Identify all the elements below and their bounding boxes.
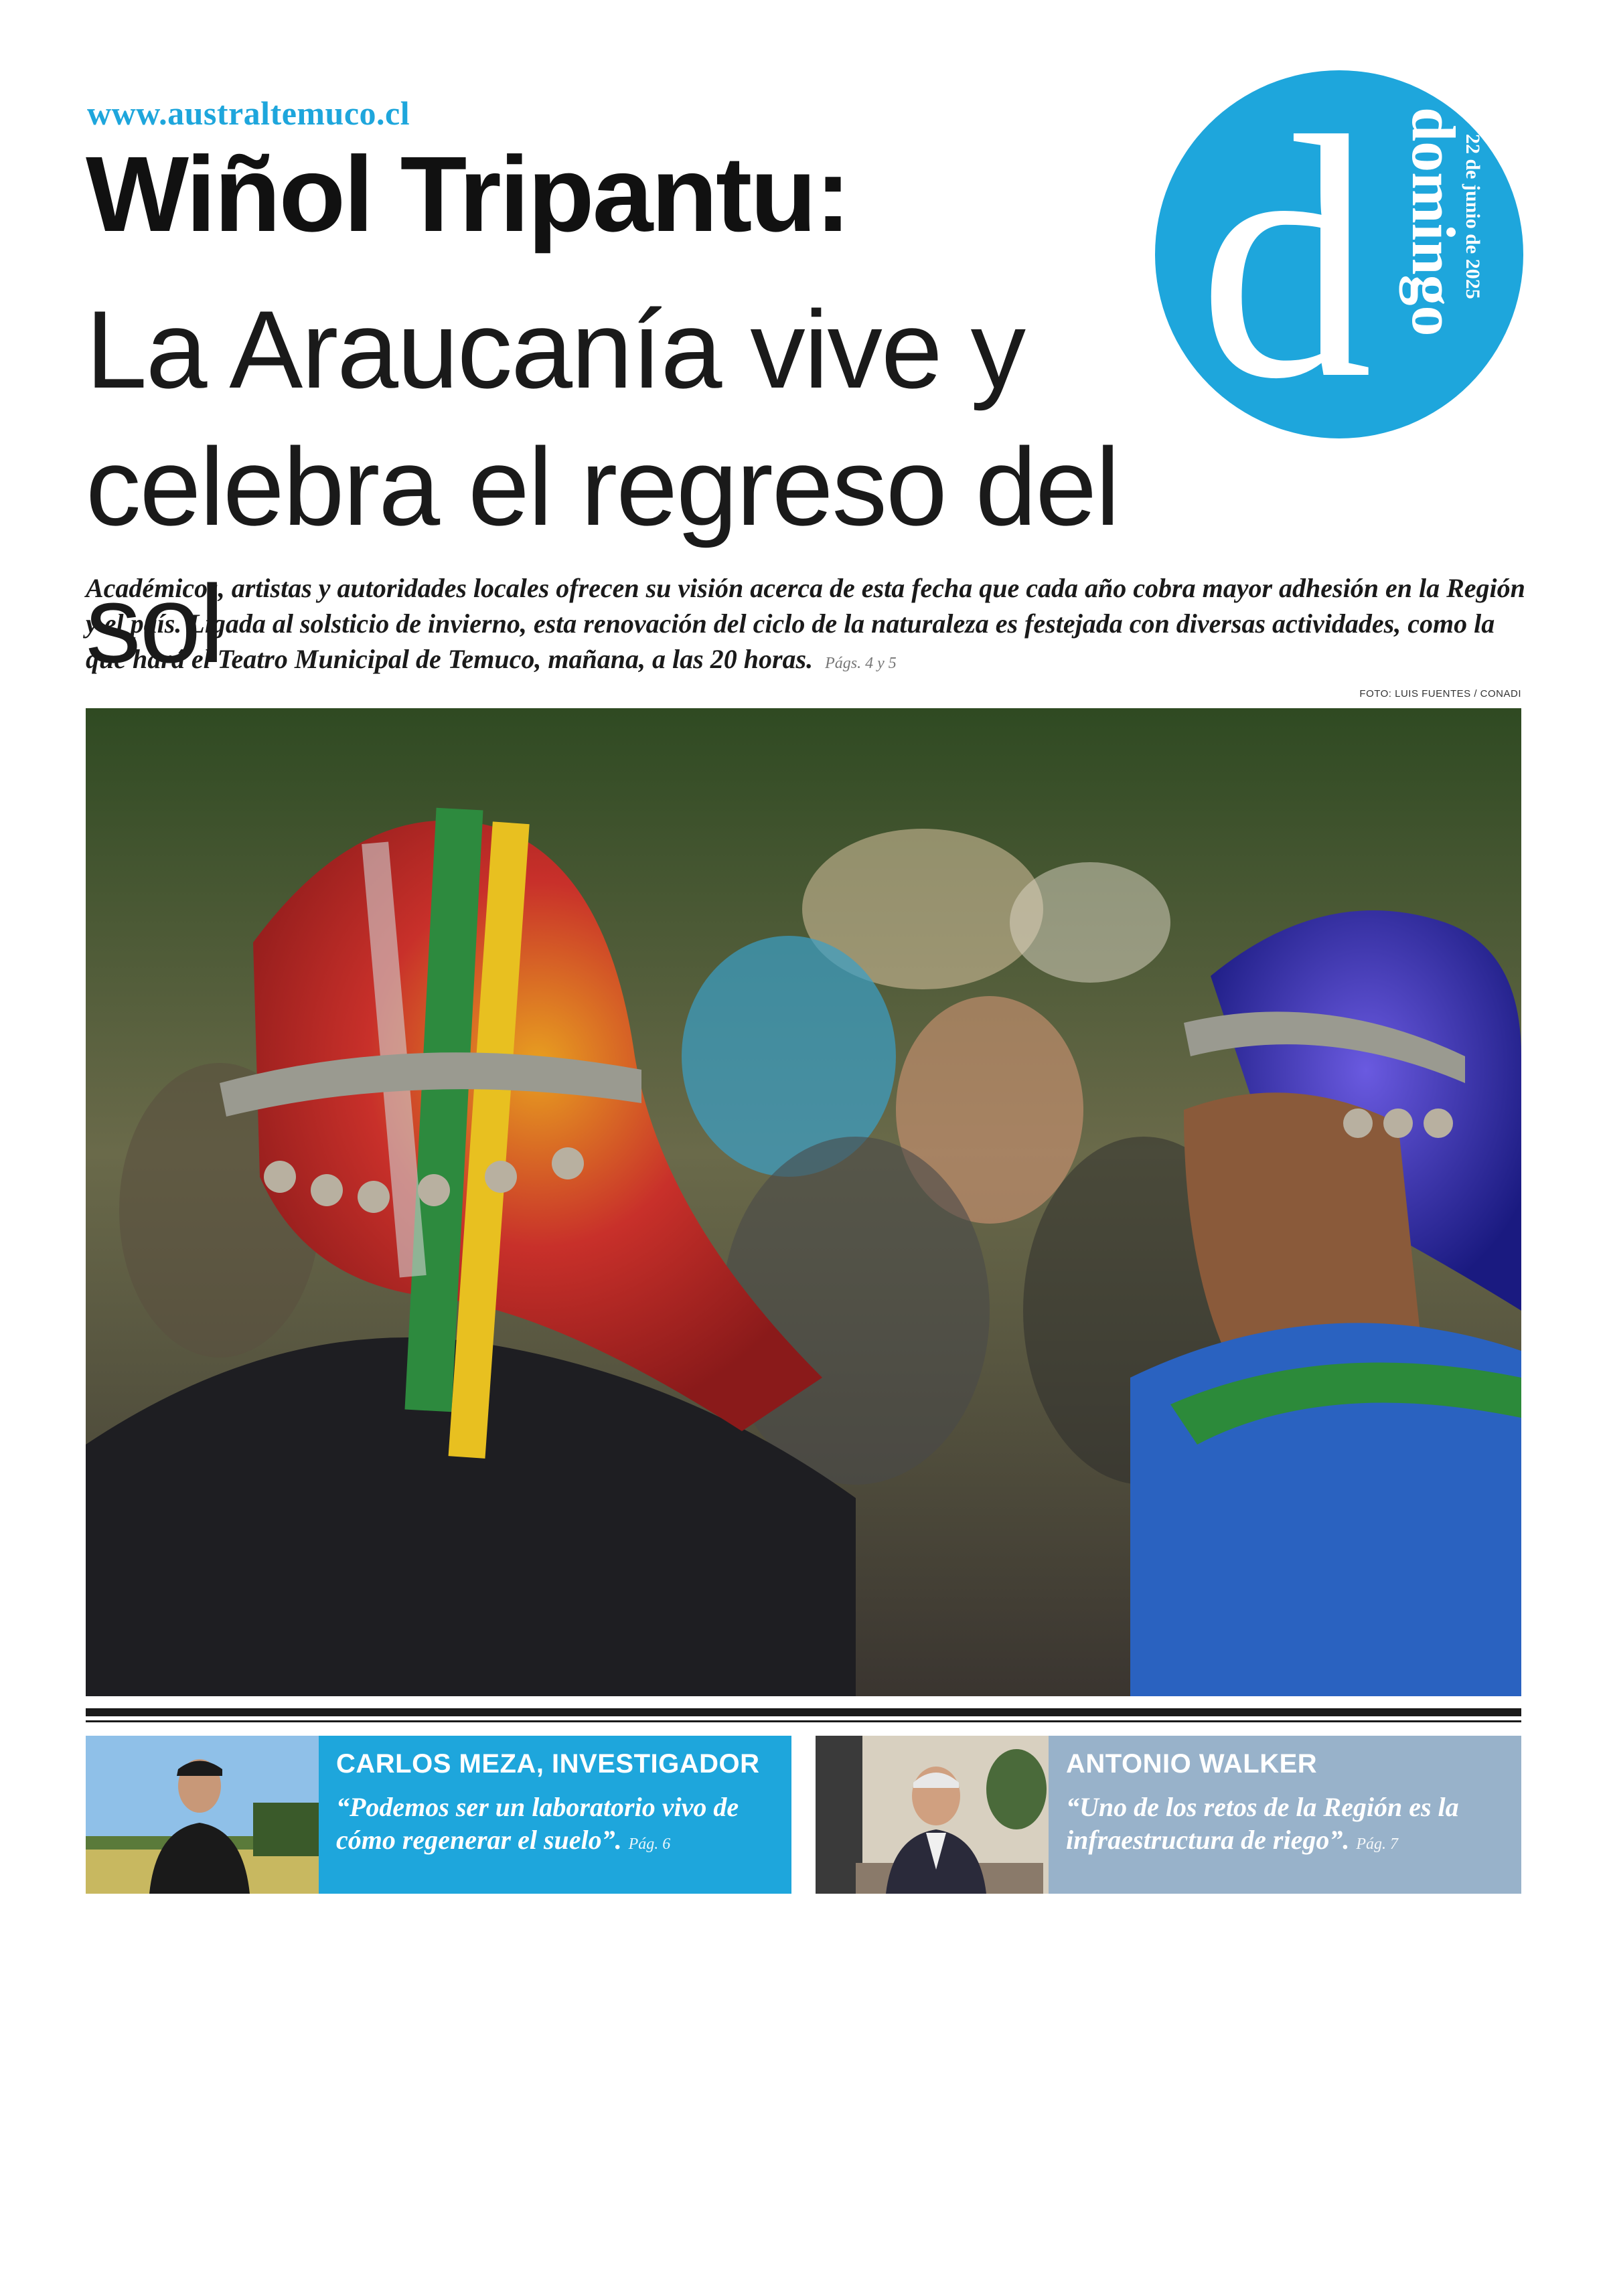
- headline-sub: La Araucanía vive y celebra el regreso del sol: [86, 288, 1119, 685]
- hero-photo-illustration: [86, 708, 1521, 1696]
- divider-thick: [86, 1708, 1521, 1716]
- teaser-thumb-carlos-meza: [86, 1736, 319, 1894]
- antonio-walker-photo: [816, 1736, 1049, 1894]
- intro-page-ref: Págs. 4 y 5: [825, 655, 897, 672]
- teaser-carlos-meza[interactable]: [86, 1736, 791, 1894]
- divider-thin: [86, 1720, 1521, 1722]
- logo-letter: d: [1199, 67, 1373, 442]
- intro-text: Académicos, artistas y autoridades locales ofrecen su visión acerca de esta fecha que cada año cobra mayor adhesión en la Región y el país. Ligada al solsticio de invierno, esta renovación del ciclo de la naturaleza es festejada con diversas actividades, como la que hará el Teatro Municipal de Temuco, mañana, a las 20 horas.: [86, 573, 1525, 674]
- carlos-meza-photo: [86, 1736, 319, 1894]
- intro-paragraph: [86, 570, 1525, 681]
- hero-photo: [86, 708, 1521, 1696]
- teaser-panel-carlos-meza: [319, 1736, 791, 1894]
- domingo-logo: [1152, 67, 1527, 442]
- teaser-quote-text: “Podemos ser un laboratorio vivo de cómo regenerar el suelo”.: [336, 1792, 739, 1855]
- teaser-quote: [1066, 1791, 1505, 1861]
- teaser-page-ref: Pág. 7: [1356, 1835, 1399, 1853]
- site-url[interactable]: www.australtemuco.cl: [87, 94, 410, 132]
- logo-word: domingo: [1399, 107, 1468, 337]
- teaser-page-ref: Pág. 6: [628, 1835, 671, 1853]
- teaser-antonio-walker[interactable]: [816, 1736, 1521, 1894]
- teaser-panel-antonio-walker: [1049, 1736, 1521, 1894]
- logo-date: 22 de junio de 2025: [1462, 134, 1484, 299]
- teaser-quote: [336, 1791, 775, 1861]
- domingo-logo-graphic: [1152, 67, 1527, 442]
- photo-credit: FOTO: LUIS FUENTES / CONADI: [1359, 688, 1521, 700]
- teaser-name: CARLOS MEZA, INVESTIGADOR: [336, 1749, 760, 1779]
- teaser-name: ANTONIO WALKER: [1066, 1749, 1318, 1779]
- headline-main: Wiñol Tripantu:: [86, 134, 850, 254]
- teaser-thumb-antonio-walker: [816, 1736, 1049, 1894]
- teaser-quote-text: “Uno de los retos de la Región es la infraestructura de riego”.: [1066, 1792, 1459, 1855]
